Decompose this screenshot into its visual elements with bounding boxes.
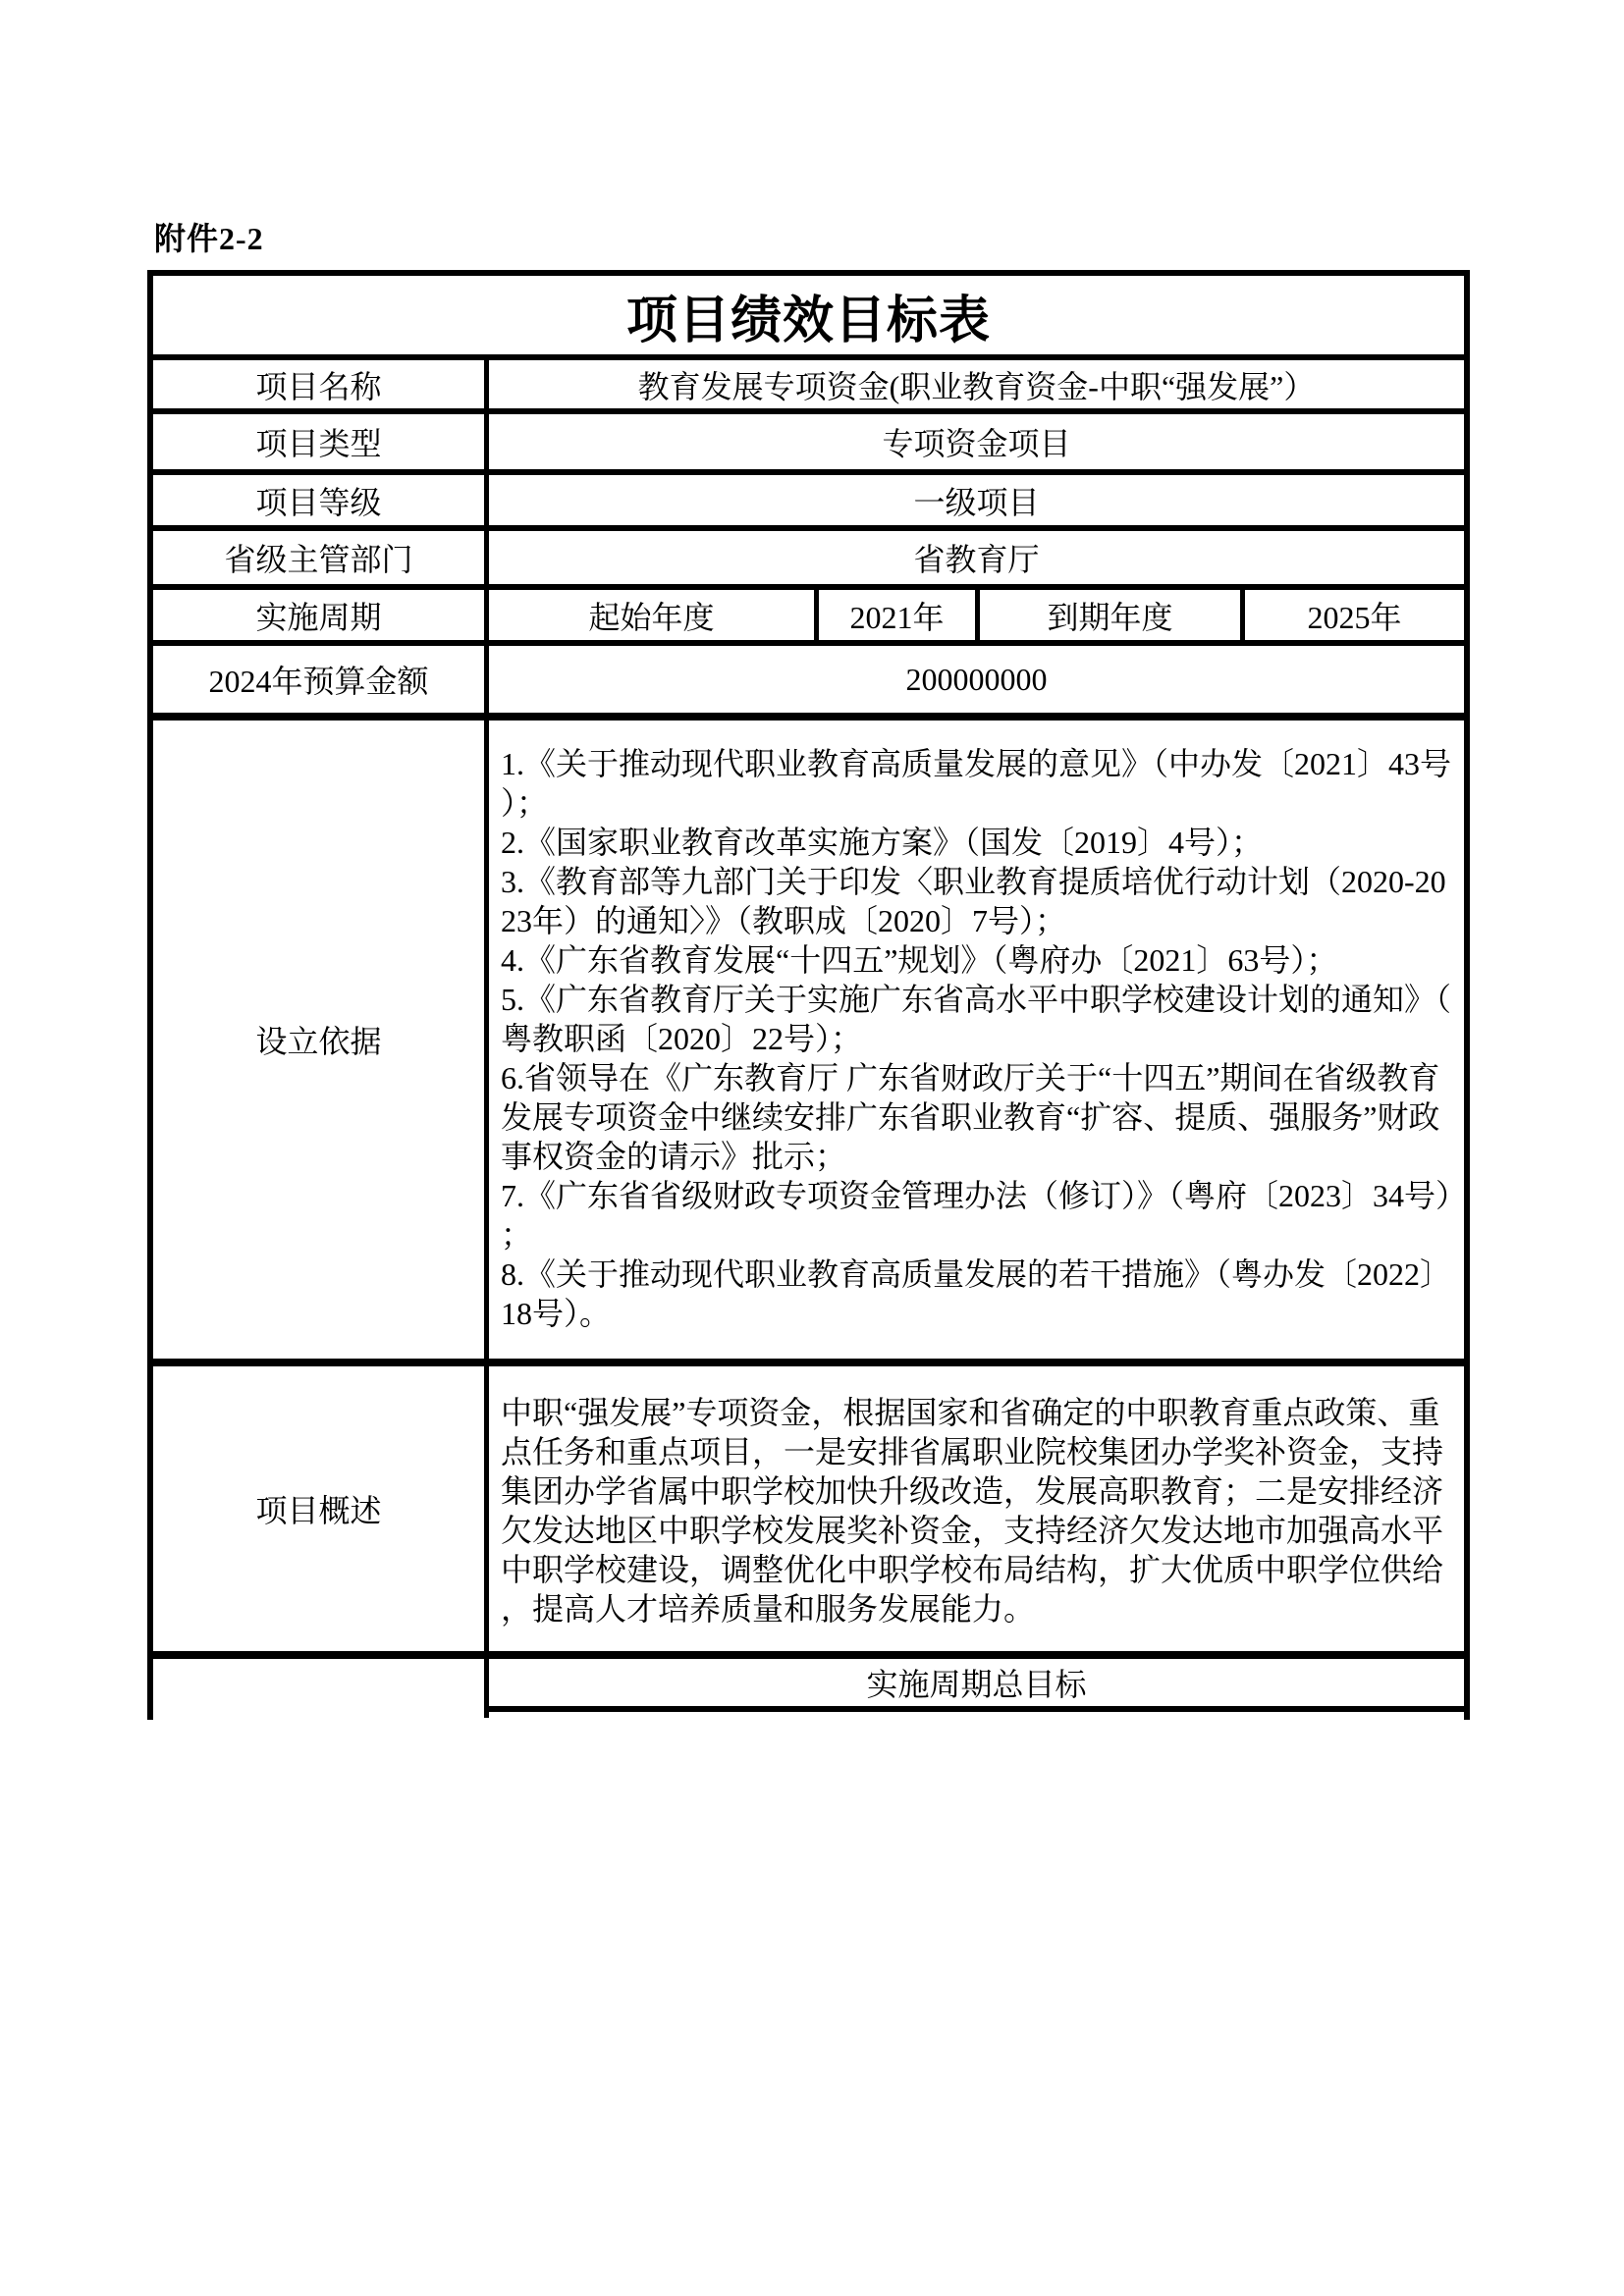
basis-item-2: 2.《国家职业教育改革实施方案》（国发〔2019〕4号）； (501, 825, 1264, 860)
project-name-value: 教育发展专项资金(职业教育资金-中职“强发展”） (637, 368, 1316, 404)
row-project-grade (153, 475, 1464, 531)
budget-2024-value: 200000000 (905, 661, 1048, 697)
project-name-label: 项目名称 (153, 360, 489, 408)
project-overview-label: 项目概述 (153, 1366, 489, 1651)
performance-target-table (147, 270, 1470, 1720)
competent-department-value: 省教育厅 (913, 542, 1040, 577)
end-year-label: 到期年度 (980, 590, 1245, 640)
overall-goal-header-cell (489, 1659, 1464, 1712)
start-year-value: 2021年 (819, 590, 980, 640)
row-project-name (153, 360, 1464, 414)
row-establishment-basis (153, 721, 1464, 1366)
basis-item-5: 5.《广东省教育厅关于实施广东省高水平中职学校建设计划的通知》（粤教职函〔2020〕22号）； (501, 982, 1452, 1056)
table-title: 项目绩效目标表 (625, 293, 991, 349)
project-type-value: 专项资金项目 (882, 426, 1071, 461)
row-competent-department (153, 531, 1464, 590)
project-type-label: 项目类型 (153, 414, 489, 469)
table-title-row (153, 276, 1464, 360)
overall-goal-header: 实施周期总目标 (866, 1667, 1087, 1702)
attachment-label: 附件2-2 (154, 221, 264, 256)
project-grade-label: 项目等级 (153, 475, 489, 525)
budget-2024-label: 2024年预算金额 (153, 646, 489, 713)
establishment-basis-content (489, 721, 1464, 1359)
row-budget-2024 (153, 646, 1464, 721)
end-year-value: 2025年 (1307, 599, 1402, 635)
basis-item-6: 6.省领导在《广东教育厅 广东省财政厅关于“十四五”期间在省级教育发展专项资金中继续安排广东省职业教育“扩容、提质、强服务”财政事权资金的请示》批示； (501, 1060, 1440, 1174)
row-project-type (153, 414, 1464, 475)
start-year-label: 起始年度 (489, 590, 819, 640)
row-implementation-period (153, 590, 1464, 646)
project-overview-text: 中职“强发展”专项资金，根据国家和省确定的中职教育重点政策、重点任务和重点项目，一是安排省属职业院校集团办学奖补资金，支持集团办学省属中职学校加快升级改造，发展高职教育；二是安排经济欠发达地区中职学校发展奖补资金，支持经济欠发达地市加强高水平中职学校建设，调整优化中职学校布局结构，扩大优质中职学位供给，提高人才培养质量和服务发展能力。 (501, 1395, 1444, 1627)
row-project-overview (153, 1366, 1464, 1659)
implementation-period-label: 实施周期 (153, 590, 489, 640)
basis-item-8: 8.《关于推动现代职业教育高质量发展的若干措施》（粤办发〔2022〕18号）。 (501, 1256, 1452, 1331)
overall-goal-empty-label-cell (153, 1659, 489, 1718)
competent-department-label: 省级主管部门 (153, 531, 489, 584)
row-overall-goal-header (153, 1659, 1464, 1718)
basis-item-1: 1.《关于推动现代职业教育高质量发展的意见》（中办发〔2021〕43号）； (501, 746, 1452, 821)
basis-item-7: 7.《广东省省级财政专项资金管理办法（修订）》（粤府〔2023〕34号）； (501, 1178, 1452, 1253)
table-title-cell (153, 276, 1464, 354)
establishment-basis-label: 设立依据 (153, 721, 489, 1359)
project-grade-value: 一级项目 (913, 484, 1040, 520)
basis-item-4: 4.《广东省教育发展“十四五”规划》（粤府办〔2021〕63号）； (501, 942, 1338, 978)
basis-item-3: 3.《教育部等九部门关于印发〈职业教育提质培优行动计划（2020-2023年）的通知〉》（教职成〔2020〕7号）； (501, 864, 1446, 938)
